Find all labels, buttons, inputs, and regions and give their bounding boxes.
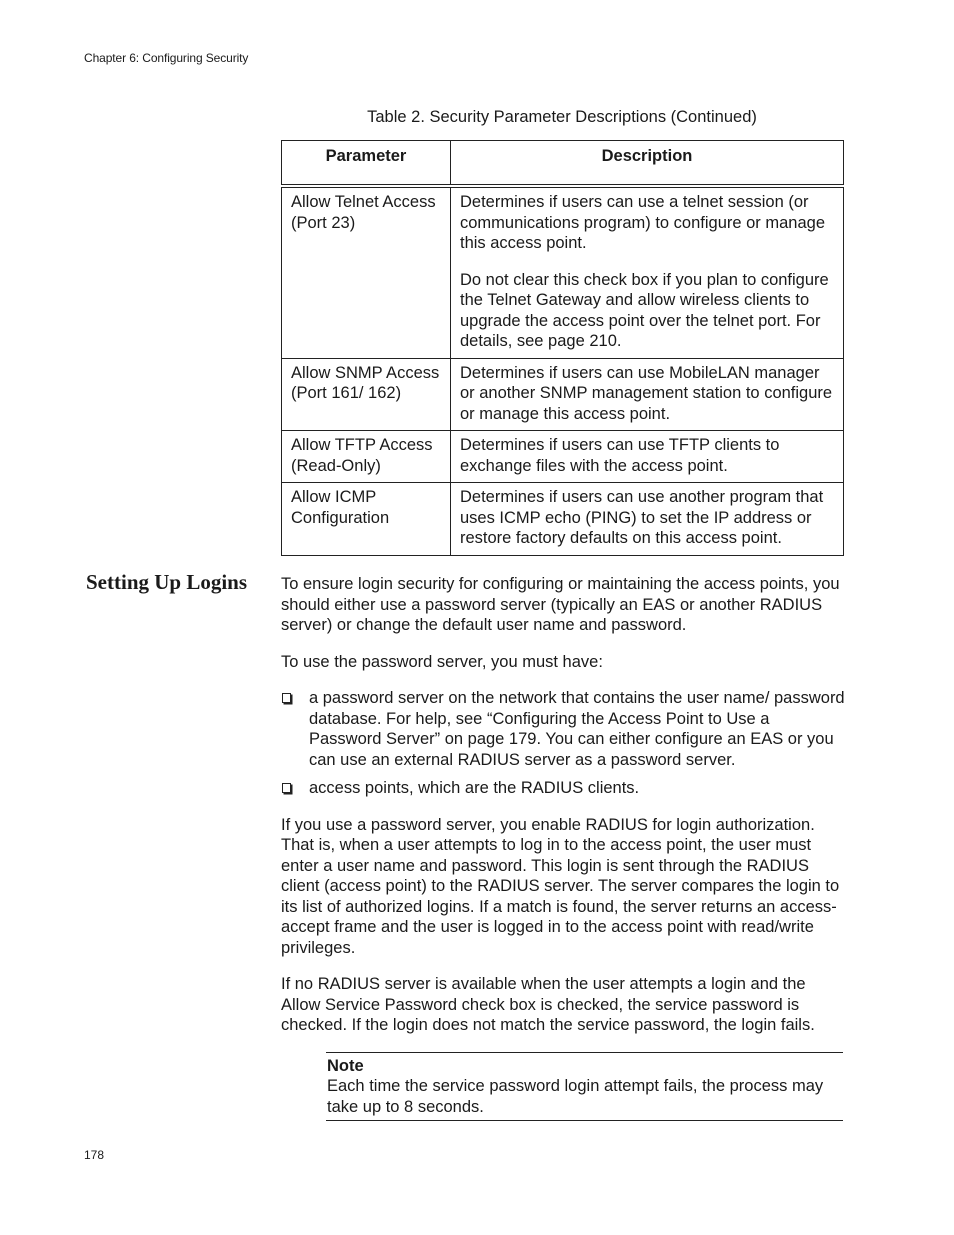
list-item — [281, 778, 846, 799]
list-item-text: a password server on the network that contains the user name/ password database. For help, see “Configuring the Access Point to Use a Password Server” on page 179. You can either configure an EAS or you can use an external RADIUS server as a password server. — [309, 689, 845, 769]
requirements-lead: To use the password server, you must have: — [281, 652, 603, 671]
section-heading: Setting Up Logins — [86, 570, 248, 594]
list-item-text: access points, which are the RADIUS clients. — [309, 779, 640, 797]
radius-paragraph: If you use a password server, you enable RADIUS for login authorization. That is, when a user attempts to log in to the access point, the user must enter a user name and password. This login is sent through the RADIUS client (access point) to the RADIUS server. The server compares the login to its list of authorized logins. If a match is found, the server returns an access-accept frame and the user is logged in to the access point with read/write privileges. — [281, 815, 840, 957]
fallback-paragraph: If no RADIUS server is available when the user attempts a login and the Allow Service Password check box is checked, the service password is checked. If the login does not match the service password, the login fails. — [281, 975, 815, 1034]
table-row — [282, 483, 844, 556]
note-title: Note — [327, 1056, 364, 1075]
note-box — [326, 1052, 843, 1122]
description-cell — [451, 186, 844, 358]
table-row — [282, 431, 844, 483]
requirements-list — [281, 688, 846, 799]
description-paragraph: Determines if users can use a telnet session (or communications program) to configure or manage this access point. — [460, 193, 826, 252]
description-cell — [451, 358, 844, 431]
table-caption: Table 2. Security Parameter Descriptions (Continued) — [367, 108, 757, 126]
page-number: 178 — [84, 1148, 105, 1162]
table-row — [282, 186, 844, 358]
parameter-cell: Allow TFTP Access (Read-Only) — [282, 431, 451, 483]
security-parameter-table — [281, 140, 844, 556]
description-paragraph: Determines if users can use MobileLAN manager or another SNMP management station to configure or manage this access point. — [460, 363, 833, 423]
description-cell — [451, 483, 844, 556]
parameter-cell: Allow ICMP Configuration — [282, 483, 451, 556]
description-paragraph: Determines if users can use TFTP clients to exchange files with the access point. — [460, 436, 780, 475]
column-header-description: Description — [451, 141, 844, 187]
description-cell — [451, 431, 844, 483]
table-header-row — [282, 141, 844, 187]
description-paragraph: Determines if users can use another program that uses ICMP echo (PING) to set the IP address or restore factory defaults on this access point. — [460, 488, 824, 547]
section-body — [281, 574, 846, 1121]
checkbox-bullet-icon — [282, 783, 291, 793]
checkbox-bullet-icon — [282, 693, 291, 703]
table-row — [282, 358, 844, 431]
parameter-cell: Allow SNMP Access (Port 161/ 162) — [282, 358, 451, 431]
intro-paragraph: To ensure login security for configuring or maintaining the access points, you should either use a password server (typically an EAS or another RADIUS server) or change the default user name and password. — [281, 575, 840, 634]
description-paragraph: Do not clear this check box if you plan to configure the Telnet Gateway and allow wireless clients to upgrade the access point over the telnet port. For details, see page 210. — [460, 270, 829, 350]
note-text: Each time the service password login attempt fails, the process may take up to 8 seconds. — [327, 1077, 824, 1116]
parameter-cell: Allow Telnet Access (Port 23) — [282, 186, 451, 358]
column-header-parameter: Parameter — [282, 141, 451, 187]
list-item — [281, 688, 846, 770]
running-header: Chapter 6: Configuring Security — [84, 51, 249, 65]
